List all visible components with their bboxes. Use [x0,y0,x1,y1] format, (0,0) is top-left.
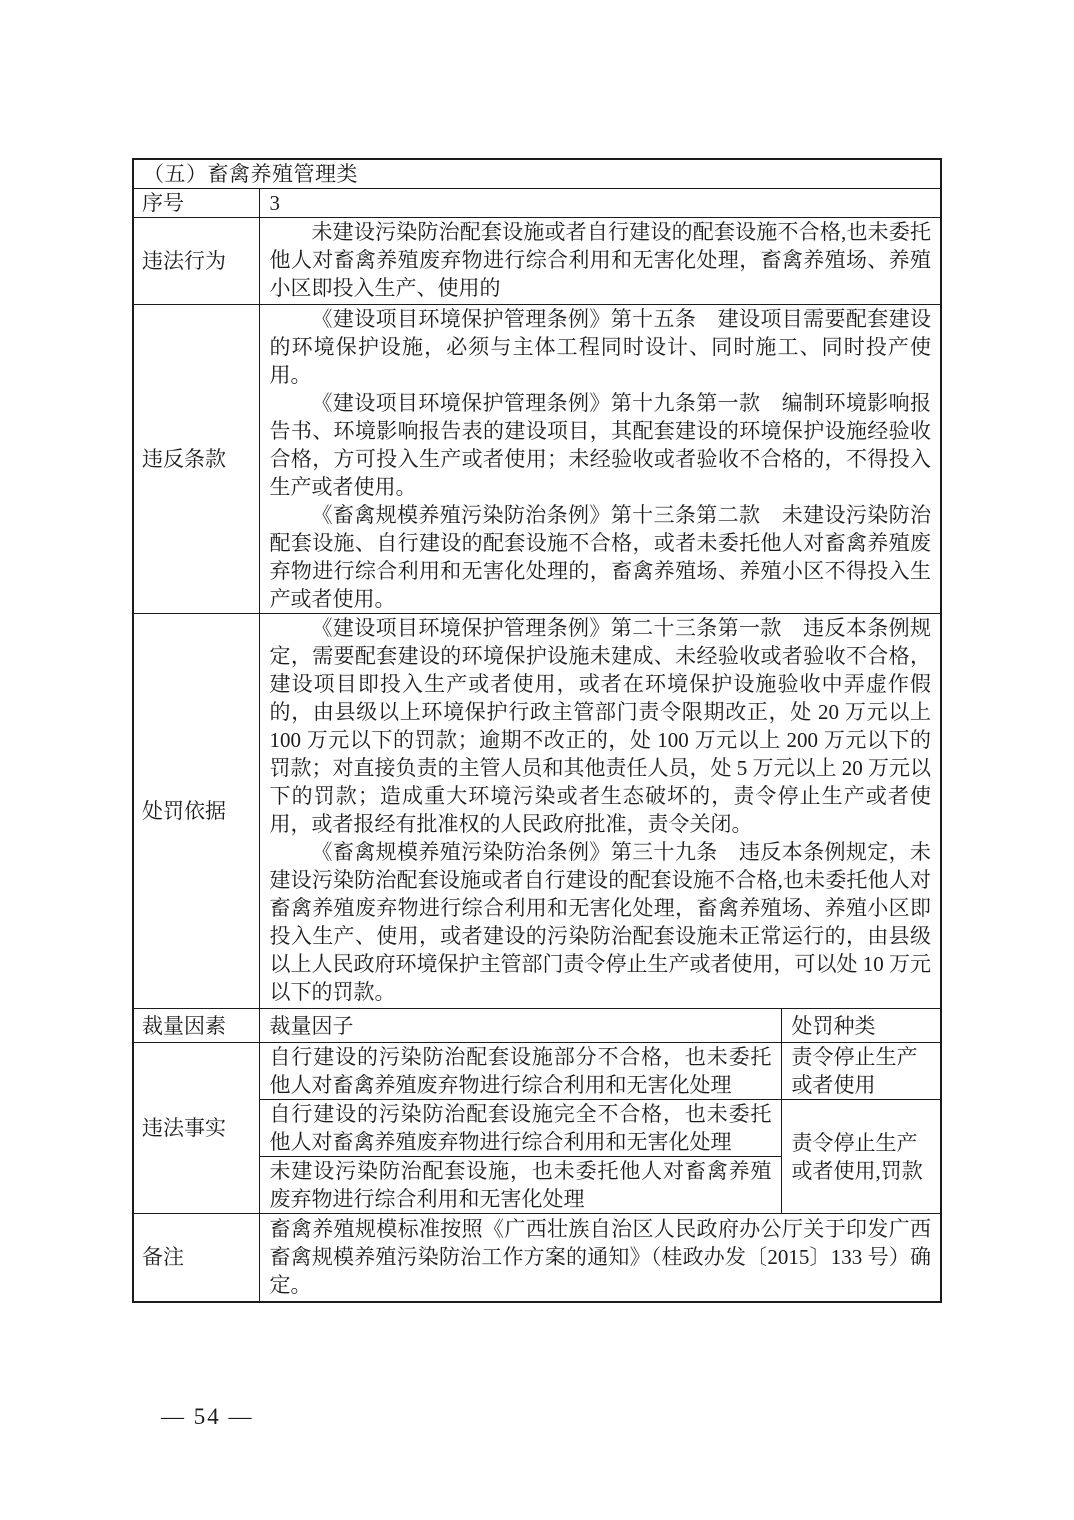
section-header-row [133,159,941,189]
illegal-act-row [133,218,941,305]
serial-value: 3 [259,189,941,218]
row-label-violated-clause: 违反条款 [133,305,259,614]
discretion-factor-header: 裁量因子 [259,1009,781,1043]
penalty-rule-table [132,158,942,1303]
fact-row-1 [133,1043,941,1100]
row-label-discretion-factor: 裁量因素 [133,1009,259,1043]
violated-clause-text: 《建设项目环境保护管理条例》第十五条 建设项目需要配套建设的环境保护设施，必须与主体工程同时设计、同时施工、同时投产使用。 《建设项目环境保护管理条例》第十九条第一款 编制环境影响报告书、环境影响报告表的建设项目，其配套建设的环境保护设施经验收合格，方可投入生产或者使用；未经验收或者验收不合格的，不得投入生产或者使用。 《畜禽规模养殖污染防治条例》第十三条第二款 未建设污染防治配套设施、自行建设的配套设施不合格，或者未委托他人对畜禽养殖废弃物进行综合利用和无害化处理的，畜禽养殖场、养殖小区不得投入生产或者使用。 [259,305,941,614]
violated-clause-row [133,305,941,614]
penalty-basis-row [133,614,941,1009]
page-number: — 54 — [161,1404,254,1429]
serial-row [133,189,941,218]
remarks-text: 畜禽养殖规模标准按照《广西壮族自治区人民政府办公厅关于印发广西畜禽规模养殖污染防治工作方案的通知》（桂政办发〔2015〕133 号）确定。 [259,1214,941,1302]
penalty-basis-text: 《建设项目环境保护管理条例》第二十三条第一款 违反本条例规定，需要配套建设的环境保护设施未建成、未经验收或者验收不合格，建设项目即投入生产或者使用，或者在环境保护设施验收中弄虚作假的，由县级以上环境保护行政主管部门责令限期改正，处 20 万元以上 100 万元以下的罚款；逾期不改正的，处 100 万元以上 200 万元以下的罚款；对直接负责的主管人员和其他责任人员，处 5 万元以上 20 万元以下的罚款；造成重大环境污染或者生态破坏的，责令停止生产或者使用，或者报经有批准权的人民政府批准，责令关闭。 《畜禽规模养殖污染防治条例》第三十九条 违反本条例规定，未建设污染防治配套设施或者自行建设的配套设施不合格,也未委托他人对畜禽养殖废弃物进行综合利用和无害化处理，畜禽养殖场、养殖小区即投入生产、使用，或者建设的污染防治配套设施未正常运行的，由县级以上人民政府环境保护主管部门责令停止生产或者使用，可以处 10 万元以下的罚款。 [259,614,941,1009]
penalty-text-merged: 责令停止生产或者使用,罚款 [781,1100,941,1214]
fact-text-1: 自行建设的污染防治配套设施部分不合格，也未委托他人对畜禽养殖废弃物进行综合利用和无害化处理 [259,1043,781,1100]
remarks-row [133,1214,941,1302]
fact-text-2: 自行建设的污染防治配套设施完全不合格，也未委托他人对畜禽养殖废弃物进行综合利用和无害化处理 [259,1100,781,1157]
fact-text-3: 未建设污染防治配套设施，也未委托他人对畜禽养殖废弃物进行综合利用和无害化处理 [259,1157,781,1214]
row-label-illegal-act: 违法行为 [133,218,259,305]
illegal-act-text: 未建设污染防治配套设施或者自行建设的配套设施不合格,也未委托他人对畜禽养殖废弃物进行综合利用和无害化处理，畜禽养殖场、养殖小区即投入生产、使用的 [259,218,941,305]
row-label-illegal-facts: 违法事实 [133,1043,259,1214]
row-label-serial: 序号 [133,189,259,218]
section-title: （五）畜禽养殖管理类 [133,159,941,189]
penalty-type-header: 处罚种类 [781,1009,941,1043]
row-label-remarks: 备注 [133,1214,259,1302]
row-label-penalty-basis: 处罚依据 [133,614,259,1009]
penalty-text-1: 责令停止生产或者使用 [781,1043,941,1100]
discretion-header-row [133,1009,941,1043]
